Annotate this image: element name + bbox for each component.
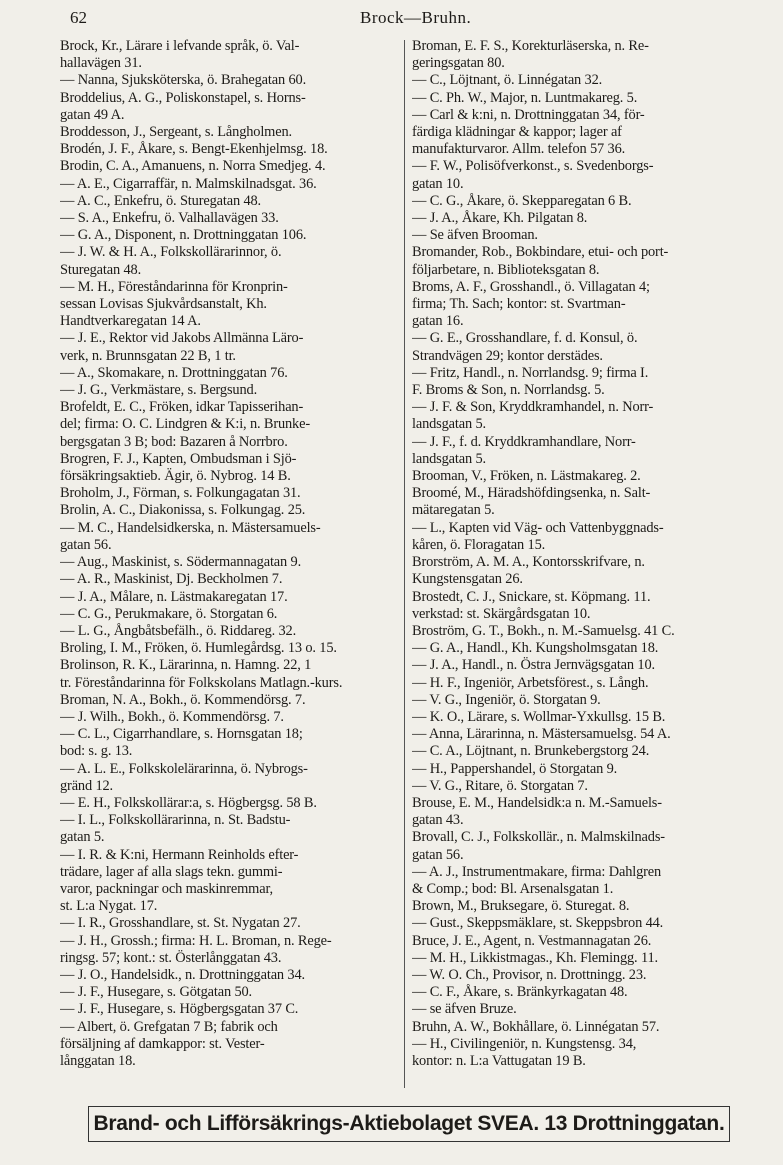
entry-line: trädare, lager af alla slags tekn. gummi-: [60, 863, 283, 880]
entry-line: — Gust., Skeppsmäklare, st. Skeppsbron 44.: [412, 915, 664, 932]
directory-entry: [60, 554, 400, 571]
directory-entry: [412, 589, 760, 623]
directory-entry: [412, 1036, 760, 1070]
entry-line: — J. W. & H. A., Folkskollärarinnor, ö.: [60, 244, 282, 261]
entry-line: — I. R. & K:ni, Hermann Reinholds efter-: [60, 846, 299, 863]
entry-line: ringsg. 57; kont.: st. Österlånggatan 43.: [60, 949, 282, 966]
entry-line: Broms, A. F., Grosshandl., ö. Villagatan 4;: [412, 278, 650, 295]
entry-line: Broström, G. T., Bokh., n. M.-Samuelsg. 41 C.: [412, 622, 675, 639]
entry-line: — Fritz, Handl., n. Norrlandsg. 9; firma I.: [412, 364, 649, 381]
directory-entry: [60, 657, 400, 691]
entry-line: bergsgatan 3 B; bod: Bazaren å Norrbro.: [60, 433, 288, 450]
directory-entry: [412, 778, 760, 795]
entry-line: — C. Ph. W., Major, n. Luntmakareg. 5.: [412, 89, 638, 106]
entry-line: Broman, E. F. S., Korekturläserska, n. Re-: [412, 38, 649, 54]
directory-entry: [412, 743, 760, 760]
directory-entry: [412, 640, 760, 657]
directory-entry: [60, 726, 400, 760]
entry-line: Brogren, F. J., Kapten, Ombudsman i Sjö-: [60, 450, 297, 467]
entry-line: Handtverkaregatan 14 A.: [60, 313, 201, 330]
entry-line: Bruce, J. E., Agent, n. Vestmannagatan 26.: [412, 932, 652, 949]
directory-entry: [60, 571, 400, 588]
entry-line: gatan 49 A.: [60, 106, 125, 123]
entry-line: Brolinson, R. K., Lärarinna, n. Hamng. 22, 1: [60, 657, 312, 674]
directory-entry: [60, 382, 400, 399]
entry-line: manufakturvaror. Allm. telefon 57 36.: [412, 141, 626, 158]
entry-line: följarbetare, n. Biblioteksgatan 8.: [412, 261, 600, 278]
entry-line: Brorström, A. M. A., Kontorsskrifvare, n.: [412, 554, 645, 571]
directory-entry: [412, 933, 760, 950]
directory-entry: [412, 90, 760, 107]
entry-line: färdiga klädningar & kappor; lager af: [412, 124, 622, 141]
running-head: Brock—Bruhn.: [360, 8, 472, 27]
entry-line: — L. G., Ångbåtsbefälh., ö. Riddareg. 32.: [60, 622, 297, 639]
entry-line: — J. Wilh., Bokh., ö. Kommendörsg. 7.: [60, 708, 284, 725]
entry-line: — C. F., Åkare, s. Bränkyrkagatan 48.: [412, 984, 628, 1001]
entry-line: st. L:a Nygat. 17.: [60, 898, 158, 915]
entry-line: — G. A., Handl., Kh. Kungsholmsgatan 18.: [412, 640, 659, 657]
directory-entry: [60, 761, 400, 795]
entry-line: — J. F., Husegare, s. Högbergsgatan 37 C.: [60, 1001, 299, 1018]
directory-entry: [412, 795, 760, 829]
entry-line: — A. C., Enkefru, ö. Sturegatan 48.: [60, 192, 261, 209]
entry-line: — se äfven Bruze.: [412, 1001, 517, 1018]
directory-entry: [60, 210, 400, 227]
entry-line: — F. W., Polisöfverkonst., s. Svedenborgs-: [412, 158, 654, 175]
directory-entry: [412, 692, 760, 709]
directory-entry: [412, 657, 760, 674]
entry-line: Brostedt, C. J., Snickare, st. Köpmang. 11.: [412, 588, 651, 605]
entry-line: gränd 12.: [60, 777, 114, 794]
entry-line: Strandvägen 29; kontor derstädes.: [412, 347, 603, 364]
entry-line: Brodin, C. A., Amanuens, n. Norra Smedjeg. 4.: [60, 158, 326, 175]
entry-line: — M. C., Handelsidkerska, n. Mästersamuels-: [60, 519, 321, 536]
directory-entry: [60, 1001, 400, 1018]
entry-line: firma; Th. Sach; kontor: st. Svartman-: [412, 296, 626, 313]
entry-line: — J. A., Handl., n. Östra Jernvägsgatan 10.: [412, 657, 655, 674]
directory-entry: [60, 520, 400, 554]
directory-entry: [60, 72, 400, 89]
directory-entry: [412, 864, 760, 898]
entry-line: — C. G., Perukmakare, ö. Storgatan 6.: [60, 605, 278, 622]
entry-line: — J. F. & Son, Kryddkramhandel, n. Norr-: [412, 399, 654, 416]
directory-entry: [60, 193, 400, 210]
entry-line: — W. O. Ch., Provisor, n. Drottningg. 23.: [412, 966, 647, 983]
directory-entry: [412, 72, 760, 89]
directory-entry: [412, 468, 760, 485]
directory-entry: [412, 244, 760, 278]
entry-line: — L., Kapten vid Väg- och Vattenbyggnads-: [412, 519, 664, 536]
entry-line: — V. G., Ritare, ö. Storgatan 7.: [412, 777, 588, 794]
entry-line: landsgatan 5.: [412, 450, 486, 467]
entry-line: — A. E., Cigarraffär, n. Malmskilnadsgat. 36.: [60, 175, 317, 192]
directory-entry: [412, 898, 760, 915]
entry-line: — J. E., Rektor vid Jakobs Allmänna Läro-: [60, 330, 304, 347]
entry-line: — J. A., Åkare, Kh. Pilgatan 8.: [412, 210, 588, 227]
entry-line: långgatan 18.: [60, 1052, 136, 1069]
entry-line: — G. A., Disponent, n. Drottninggatan 106.: [60, 227, 307, 244]
entry-line: varor, packningar och maskinremmar,: [60, 880, 273, 897]
directory-entry: [60, 485, 400, 502]
entry-line: Brown, M., Bruksegare, ö. Sturegat. 8.: [412, 898, 630, 915]
directory-entry: [60, 795, 400, 812]
right-column: [412, 38, 760, 1070]
entry-line: — G. E., Grosshandlare, f. d. Konsul, ö.: [412, 330, 638, 347]
entry-line: — H., Civilingeniör, n. Kungstensg. 34,: [412, 1035, 637, 1052]
directory-entry: [60, 279, 400, 331]
entry-line: gatan 16.: [412, 313, 464, 330]
directory-entry: [60, 915, 400, 932]
entry-line: Bruhn, A. W., Bokhållare, ö. Linnégatan 57.: [412, 1018, 660, 1035]
directory-entry: [60, 244, 400, 278]
entry-line: — Carl & k:ni, n. Drottninggatan 34, för-: [412, 106, 645, 123]
directory-entry: [60, 692, 400, 709]
directory-entry: [60, 847, 400, 916]
entry-line: — J. O., Handelsidk., n. Drottninggatan 34.: [60, 966, 305, 983]
entry-line: — M. H., Föreståndarinna för Kronprin-: [60, 278, 288, 295]
directory-entry: [412, 520, 760, 554]
directory-entry: [412, 554, 760, 588]
entry-line: — M. H., Likkistmagas., Kh. Flemingg. 11.: [412, 949, 658, 966]
directory-entry: [412, 210, 760, 227]
entry-line: — A. R., Maskinist, Dj. Beckholmen 7.: [60, 571, 283, 588]
entry-line: Bromander, Rob., Bokbindare, etui- och port-: [412, 244, 669, 261]
entry-line: Brofeldt, E. C., Fröken, idkar Tapisserihan-: [60, 399, 304, 416]
entry-line: försäljning af damkappor: st. Vester-: [60, 1035, 265, 1052]
directory-entry: [60, 709, 400, 726]
entry-line: — A. L. E., Folkskolelärarinna, ö. Nybrogs-: [60, 760, 308, 777]
directory-entry: [60, 933, 400, 967]
column-divider: [404, 40, 405, 1088]
entry-line: — E. H., Folkskollärar:a, s. Högbergsg. 58 B.: [60, 794, 317, 811]
entry-line: — H. F., Ingeniör, Arbetsförest., s. Långh.: [412, 674, 649, 691]
directory-entry: [60, 640, 400, 657]
directory-entry: [60, 90, 400, 124]
entry-line: & Comp.; bod: Bl. Arsenalsgatan 1.: [412, 880, 614, 897]
entry-line: Brodén, J. F., Åkare, s. Bengt-Ekenhjelmsg. 18.: [60, 141, 328, 158]
entry-line: — C., Löjtnant, ö. Linnégatan 32.: [412, 72, 603, 89]
entry-line: geringsgatan 80.: [412, 55, 505, 72]
page-number: 62: [70, 8, 87, 27]
page-header: [70, 8, 750, 34]
entry-line: bod: s. g. 13.: [60, 743, 133, 760]
directory-entry: [412, 950, 760, 967]
directory-entry: [412, 399, 760, 433]
directory-entry: [60, 176, 400, 193]
entry-line: gatan 10.: [412, 175, 464, 192]
entry-line: Brouse, E. M., Handelsidk:a n. M.-Samuels-: [412, 794, 662, 811]
entry-line: — A., Skomakare, n. Drottninggatan 76.: [60, 364, 288, 381]
entry-line: — J. H., Grossh.; firma: H. L. Broman, n. Rege-: [60, 932, 332, 949]
directory-entry: [60, 623, 400, 640]
entry-line: — Nanna, Sjuksköterska, ö. Brahegatan 60.: [60, 72, 307, 89]
directory-entry: [412, 675, 760, 692]
entry-line: Broling, I. M., Fröken, ö. Humlegårdsg. 13 o. 15.: [60, 640, 337, 657]
entry-line: — H., Pappershandel, ö Storgatan 9.: [412, 760, 618, 777]
directory-entry: [60, 967, 400, 984]
entry-line: — S. A., Enkefru, ö. Valhallavägen 33.: [60, 210, 279, 227]
directory-entry: [412, 623, 760, 640]
entry-line: Broddelius, A. G., Poliskonstapel, s. Horns-: [60, 89, 306, 106]
advertisement-banner: Brand- och Lifförsäkrings-Aktiebolaget SVEA. 13 Drottninggatan.: [88, 1106, 730, 1142]
directory-entry: [60, 502, 400, 519]
entry-line: — I. L., Folkskollärarinna, n. St. Badstu-: [60, 812, 291, 829]
entry-line: försäkringsaktieb. Ägir, ö. Nybrog. 14 B.: [60, 468, 291, 485]
directory-entry: [60, 227, 400, 244]
entry-line: sessan Lovisas Sjukvårdsanstalt, Kh.: [60, 296, 267, 313]
entry-line: Brovall, C. J., Folkskollär., n. Malmskilnads-: [412, 829, 665, 846]
directory-entry: [412, 279, 760, 331]
directory-entry: [60, 606, 400, 623]
entry-line: — C. A., Löjtnant, n. Brunkebergstorg 24.: [412, 743, 650, 760]
entry-line: Broholm, J., Förman, s. Folkungagatan 31.: [60, 485, 301, 502]
directory-entry: [60, 124, 400, 141]
directory-entry: [60, 1019, 400, 1071]
directory-entry: [60, 141, 400, 158]
entry-line: — I. R., Grosshandlare, st. St. Nygatan 27.: [60, 915, 301, 932]
directory-entry: [412, 829, 760, 863]
entry-line: — V. G., Ingeniör, ö. Storgatan 9.: [412, 691, 601, 708]
entry-line: landsgatan 5.: [412, 416, 486, 433]
entry-line: kåren, ö. Floragatan 15.: [412, 536, 546, 553]
directory-entry: [412, 1001, 760, 1018]
directory-entry: [60, 451, 400, 485]
entry-line: — J. F., Husegare, s. Götgatan 50.: [60, 984, 252, 1001]
entry-line: tr. Föreståndarinna för Folkskolans Matlagn.-kurs.: [60, 674, 343, 691]
entry-line: — J. A., Målare, n. Lästmakaregatan 17.: [60, 588, 288, 605]
entry-line: — J. F., f. d. Kryddkramhandlare, Norr-: [412, 433, 636, 450]
directory-entry: [60, 330, 400, 364]
entry-line: — K. O., Lärare, s. Wollmar-Yxkullsg. 15 B.: [412, 708, 666, 725]
entry-line: gatan 56.: [412, 846, 464, 863]
directory-entry: [412, 1019, 760, 1036]
directory-entry: [412, 726, 760, 743]
directory-entry: [412, 709, 760, 726]
entry-line: — A. J., Instrumentmakare, firma: Dahlgren: [412, 863, 662, 880]
directory-entry: [60, 812, 400, 846]
entry-line: Broddesson, J., Sergeant, s. Långholmen.: [60, 124, 292, 141]
entry-line: mätaregatan 5.: [412, 502, 495, 519]
entry-line: — C. L., Cigarrhandlare, s. Hornsgatan 18;: [60, 726, 303, 743]
entry-line: del; firma: O. C. Lindgren & K:i, n. Brunke-: [60, 416, 310, 433]
directory-entry: [60, 38, 400, 72]
entry-line: gatan 43.: [412, 812, 464, 829]
entry-line: — Aug., Maskinist, s. Södermannagatan 9.: [60, 554, 302, 571]
directory-entry: [412, 434, 760, 468]
directory-entry: [412, 107, 760, 159]
directory-entry: [412, 967, 760, 984]
directory-entry: [412, 485, 760, 519]
directory-entry: [412, 761, 760, 778]
directory-entry: [60, 589, 400, 606]
directory-entry: [60, 158, 400, 175]
entry-line: — Se äfven Brooman.: [412, 227, 538, 244]
directory-entry: [60, 984, 400, 1001]
directory-entry: [412, 984, 760, 1001]
directory-entry: [412, 158, 760, 192]
entry-line: — Anna, Lärarinna, n. Mästersamuelsg. 54 A.: [412, 726, 671, 743]
entry-line: hallavägen 31.: [60, 55, 142, 72]
directory-entry: [412, 915, 760, 932]
entry-line: Brooman, V., Fröken, n. Lästmakareg. 2.: [412, 468, 641, 485]
entry-line: F. Broms & Son, n. Norrlandsg. 5.: [412, 382, 605, 399]
entry-line: verkstad: st. Skärgårdsgatan 10.: [412, 605, 591, 622]
entry-line: — C. G., Åkare, ö. Skepparegatan 6 B.: [412, 192, 632, 209]
entry-line: Sturegatan 48.: [60, 261, 142, 278]
entry-line: — Albert, ö. Grefgatan 7 B; fabrik och: [60, 1018, 278, 1035]
directory-entry: [60, 399, 400, 451]
entry-line: verk, n. Brunnsgatan 22 B, 1 tr.: [60, 347, 236, 364]
directory-entry: [412, 193, 760, 210]
directory-entry: [412, 365, 760, 399]
left-column: [60, 38, 400, 1070]
entry-line: kontor: n. L:a Vattugatan 19 B.: [412, 1052, 586, 1069]
entry-line: Broomé, M., Häradshöfdingsenka, n. Salt-: [412, 485, 651, 502]
entry-line: Broman, N. A., Bokh., ö. Kommendörsg. 7.: [60, 691, 306, 708]
directory-entry: [412, 38, 760, 72]
entry-line: Kungstensgatan 26.: [412, 571, 523, 588]
entry-line: gatan 56.: [60, 536, 112, 553]
entry-line: — J. G., Verkmästare, s. Bergsund.: [60, 382, 258, 399]
directory-entry: [412, 227, 760, 244]
directory-entry: [412, 330, 760, 364]
entry-line: Brock, Kr., Lärare i lefvande språk, ö. Val-: [60, 38, 300, 54]
entry-line: Brolin, A. C., Diakonissa, s. Folkungag. 25.: [60, 502, 306, 519]
directory-entry: [60, 365, 400, 382]
entry-line: gatan 5.: [60, 829, 105, 846]
